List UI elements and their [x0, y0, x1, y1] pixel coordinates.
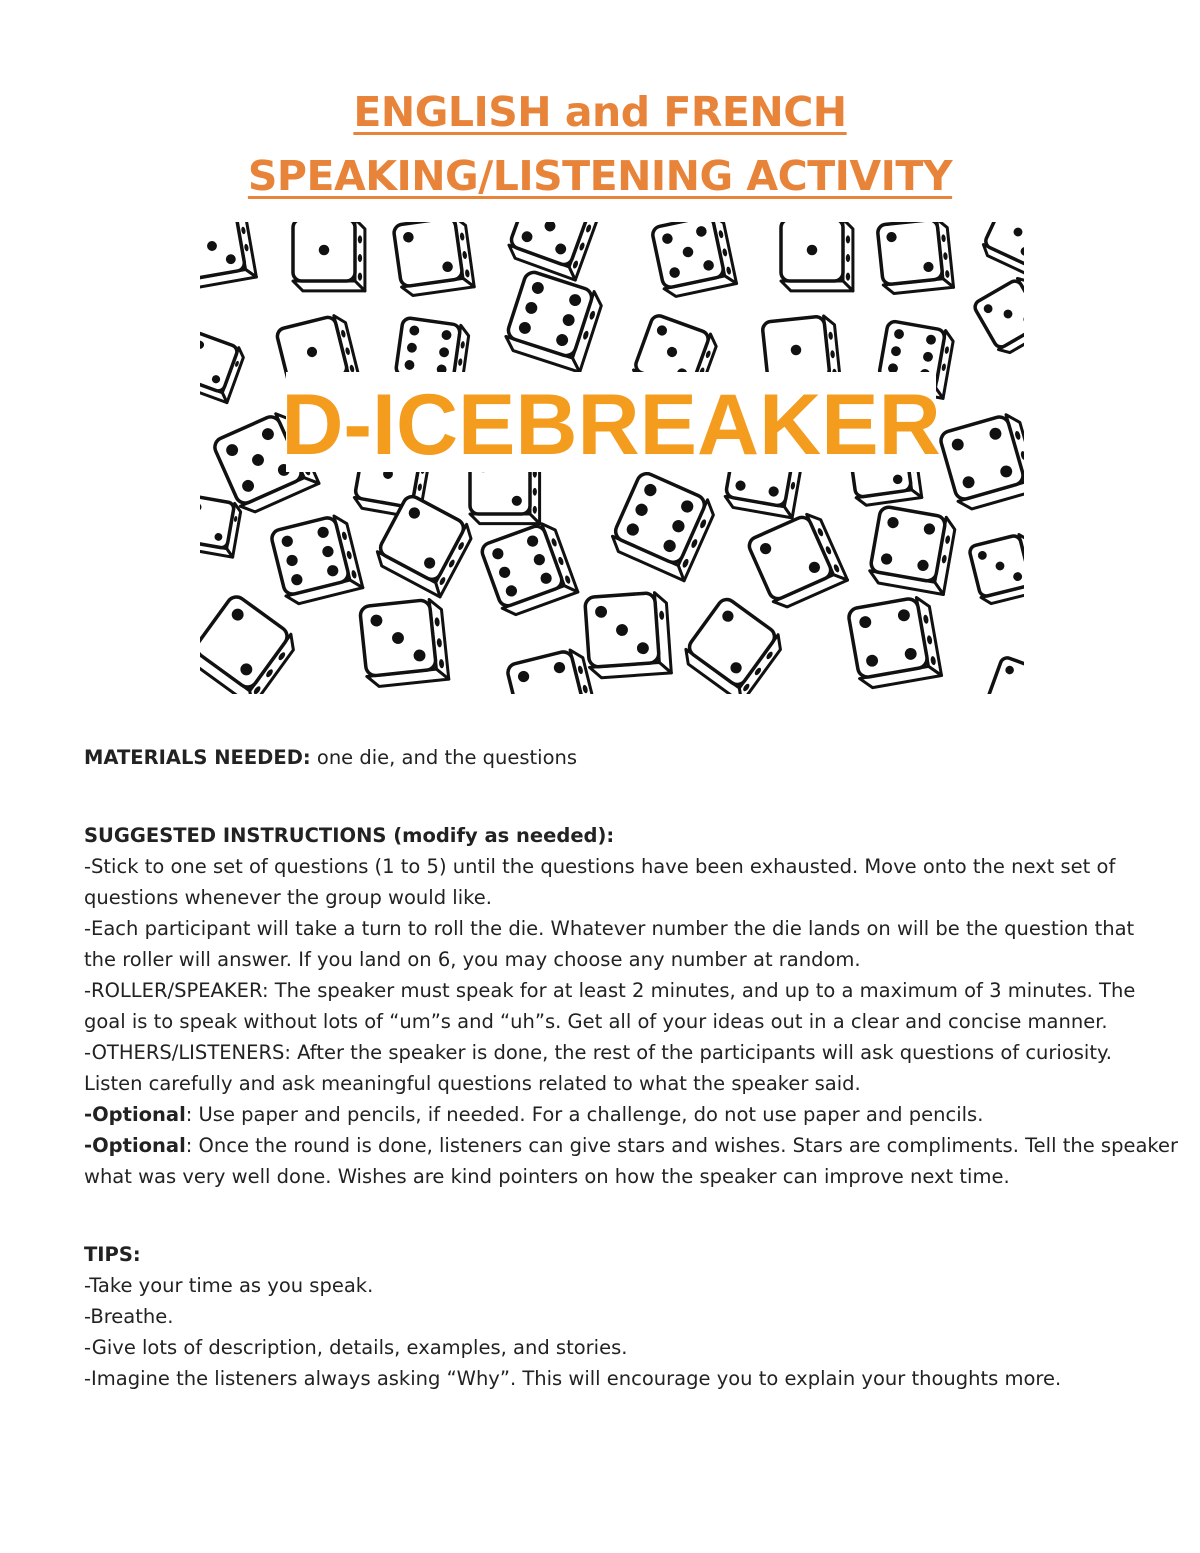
optional-line-2 [84, 1130, 1179, 1161]
tip-line: -Give lots of description, details, examples, and stories. [84, 1336, 628, 1359]
instruction-line: -Stick to one set of questions (1 to 5) until the questions have been exhausted. Move onto the next set of [84, 855, 1116, 878]
title-line-1: ENGLISH and FRENCH [353, 88, 847, 136]
optional-label: Optional [92, 1134, 186, 1157]
optional-prefix: - [84, 1134, 93, 1157]
tip-line: -Breathe. [84, 1305, 174, 1328]
instructions-heading: SUGGESTED INSTRUCTIONS (modify as needed): [84, 824, 615, 847]
banner-title: D-ICEBREAKER [281, 377, 941, 473]
dice-illustration [200, 222, 1024, 694]
tip-line: -Imagine the listeners always asking “Why”. This will encourage you to explain your thoughts more. [84, 1367, 1062, 1390]
die-icon [746, 510, 847, 611]
optional-text: : Use paper and pencils, if needed. For a challenge, do not use paper and pencils. [185, 1103, 984, 1126]
tips-heading: TIPS: [84, 1243, 141, 1266]
die-icon [506, 647, 599, 694]
die-icon [968, 532, 1024, 605]
die-icon [972, 274, 1024, 356]
die-icon [480, 520, 578, 618]
tips-section [84, 1239, 1144, 1394]
instruction-line: goal is to speak without lots of “um”s and “uh”s. Get all of your ideas out in a clear and concise manner. [84, 1010, 1108, 1033]
instructions-section [84, 820, 1179, 1192]
optional-label: Optional [92, 1103, 186, 1126]
tip-line: -Take your time as you speak. [84, 1274, 374, 1297]
instruction-line: -Each participant will take a turn to roll the die. Whatever number the die lands on will be the question that [84, 917, 1135, 940]
die-icon [502, 270, 604, 372]
optional-text: : Once the round is done, listeners can give stars and wishes. Stars are compliments. Tell the speaker [185, 1134, 1179, 1157]
instruction-line: -OTHERS/LISTENERS: After the speaker is done, the rest of the participants will ask questions of curiosity. [84, 1041, 1112, 1064]
die-icon [939, 412, 1024, 512]
optional-prefix: - [84, 1103, 93, 1126]
instruction-line: the roller will answer. If you land on 6, you may choose any number at random. [84, 948, 861, 971]
dice-banner-image [200, 222, 1024, 694]
die-icon [847, 596, 941, 690]
die-icon [651, 222, 736, 298]
die-icon [360, 598, 449, 687]
die-icon [270, 513, 363, 606]
die-icon [200, 222, 256, 289]
materials-label: MATERIALS NEEDED: [84, 746, 311, 769]
die-icon [781, 222, 853, 291]
die-icon [293, 222, 365, 291]
instruction-line: -ROLLER/SPEAKER: The speaker must speak for at least 2 minutes, and up to a maximum of 3 minutes. The [84, 979, 1136, 1002]
instruction-line: questions whenever the group would like. [84, 886, 492, 909]
die-icon [505, 222, 600, 280]
die-icon [200, 593, 300, 694]
die-icon [868, 506, 957, 595]
instruction-line: Listen carefully and ask meaningful questions related to what the speaker said. [84, 1072, 861, 1095]
optional-line-1 [84, 1099, 1144, 1130]
die-icon [877, 222, 953, 295]
title-line-2: SPEAKING/LISTENING ACTIVITY [247, 152, 953, 200]
die-icon [200, 495, 242, 557]
die-icon [200, 331, 246, 402]
die-icon [680, 596, 787, 694]
optional-line-2-continued: what was very well done. Wishes are kind pointers on how the speaker can improve next time. [84, 1165, 1010, 1188]
materials-text: one die, and the questions [310, 746, 578, 769]
materials-needed [84, 742, 1144, 773]
die-icon [983, 656, 1024, 694]
die-icon [608, 470, 718, 580]
die-icon [585, 592, 672, 679]
die-icon [980, 222, 1024, 278]
die-icon [393, 222, 474, 297]
